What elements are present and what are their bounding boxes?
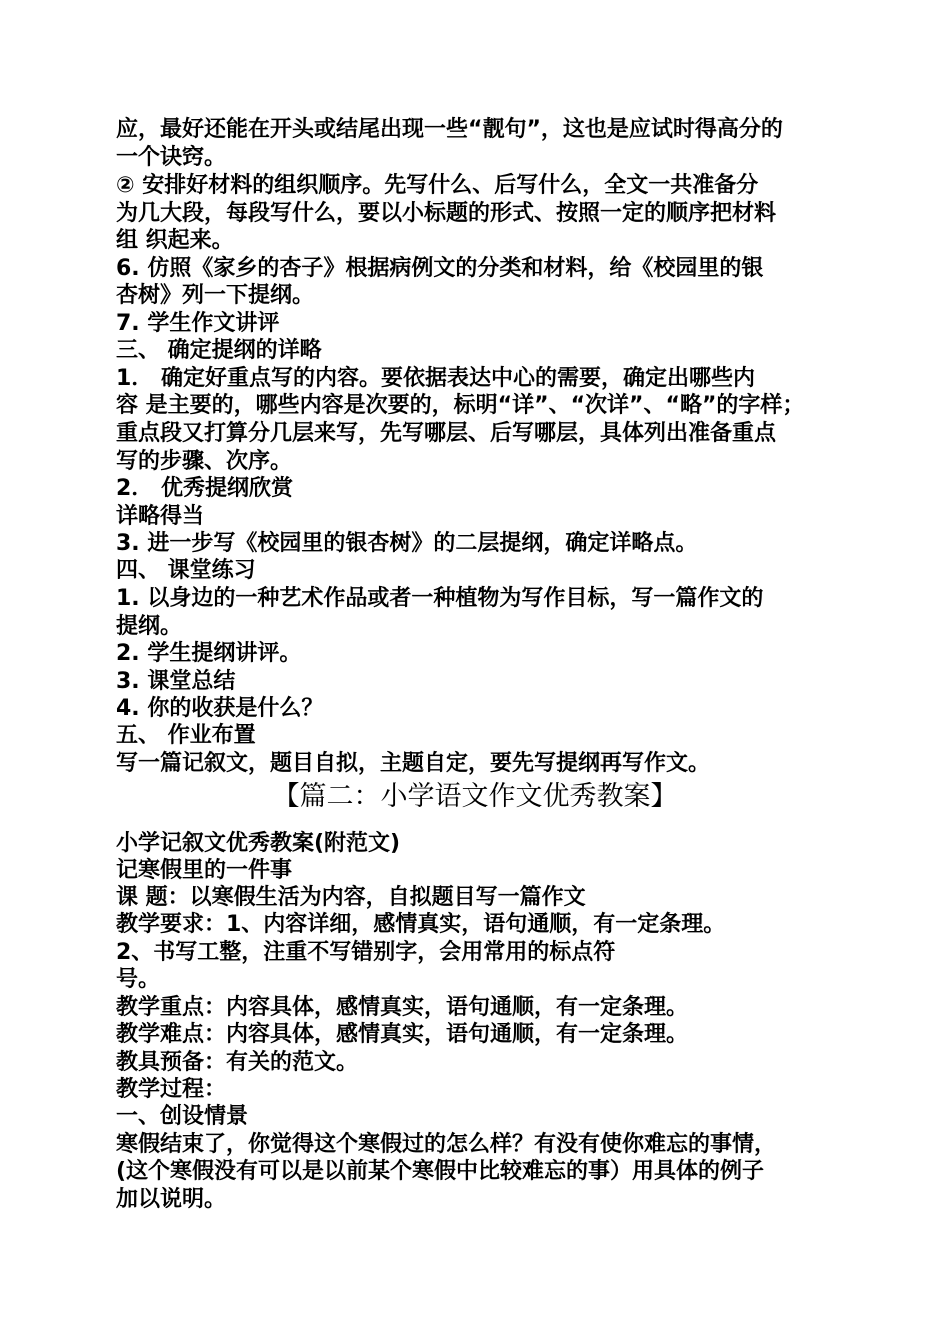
text-line: 记寒假里的一件事: [116, 858, 293, 883]
text-line: 6. 仿照《家乡的杏子》根据病例文的分类和材料，给《校园里的银: [116, 256, 764, 281]
section-title: 五、 作业布置: [116, 723, 256, 748]
text-line: (这个寒假没有可以是以前某个寒假中比较难忘的事）用具体的例子: [116, 1159, 765, 1184]
text-line: 1． 确定好重点写的内容。要依据表达中心的需要，确定出哪些内: [116, 366, 755, 391]
section-title: 四、 课堂练习: [116, 558, 256, 583]
text-line: 教具预备：有关的范文。: [116, 1050, 359, 1075]
text-line: 寒假结束了，你觉得这个寒假过的怎么样？有没有使你难忘的事情，: [116, 1132, 777, 1157]
text-line: 写的步骤、次序。: [116, 449, 293, 474]
text-line: 为几大段，每段写什么，要以小标题的形式、按照一定的顺序把材料: [116, 201, 777, 226]
text-line: 课 题：以寒假生活为内容，自拟题目写一篇作文: [116, 885, 586, 910]
text-line: 教学难点：内容具体，感情真实，语句通顺，有一定条理。: [116, 1022, 689, 1047]
text-line: 2、书写工整，注重不写错别字，会用常用的标点符: [116, 940, 616, 965]
text-line: 教学重点：内容具体，感情真实，语句通顺，有一定条理。: [116, 995, 689, 1020]
text-line: 号。: [116, 967, 161, 992]
section-title: 三、 确定提纲的详略: [116, 338, 322, 363]
text-line: 7. 学生作文讲评: [116, 311, 280, 336]
section-title: 一、创设情景: [116, 1104, 249, 1129]
text-line: ② 安排好材料的组织顺序。先写什么、后写什么，全文一共准备分: [116, 173, 759, 198]
text-line: 3. 课堂总结: [116, 669, 236, 694]
text-line: 提纲。: [116, 614, 183, 639]
text-line: 加以说明。: [116, 1187, 227, 1212]
text-line: 1. 以身边的一种艺术作品或者一种植物为写作目标，写一篇作文的: [116, 586, 764, 611]
text-line: 应，最好还能在开头或结尾出现一些“靓句”，这也是应试时得高分的: [116, 117, 783, 142]
text-line: 小学记叙文优秀教案(附范文): [116, 831, 401, 856]
text-line: 教学要求：1、内容详细，感情真实，语句通顺，有一定条理。: [116, 912, 726, 937]
text-line: 重点段又打算分几层来写，先写哪层、后写哪层，具体列出准备重点: [116, 421, 777, 446]
text-line: 教学过程：: [116, 1077, 227, 1102]
text-line: 2． 优秀提纲欣赏: [116, 476, 293, 501]
text-line: 详略得当: [116, 504, 205, 529]
section-heading: 【篇二：小学语文作文优秀教案】: [272, 781, 678, 812]
text-line: 杏树》列一下提纲。: [116, 283, 315, 308]
text-line: 3. 进一步写《校园里的银杏树》的二层提纲，确定详略点。: [116, 531, 698, 556]
text-line: 一个诀窍。: [116, 145, 227, 170]
text-line: 2. 学生提纲讲评。: [116, 641, 302, 666]
text-line: 4. 你的收获是什么？: [116, 696, 324, 721]
text-line: 容 是主要的，哪些内容是次要的，标明“详”、“次详”、“略”的字样；: [116, 393, 805, 418]
text-line: 写一篇记叙文，题目自拟，主题自定，要先写提纲再写作文。: [116, 751, 711, 776]
text-line: 组 织起来。: [116, 228, 234, 253]
